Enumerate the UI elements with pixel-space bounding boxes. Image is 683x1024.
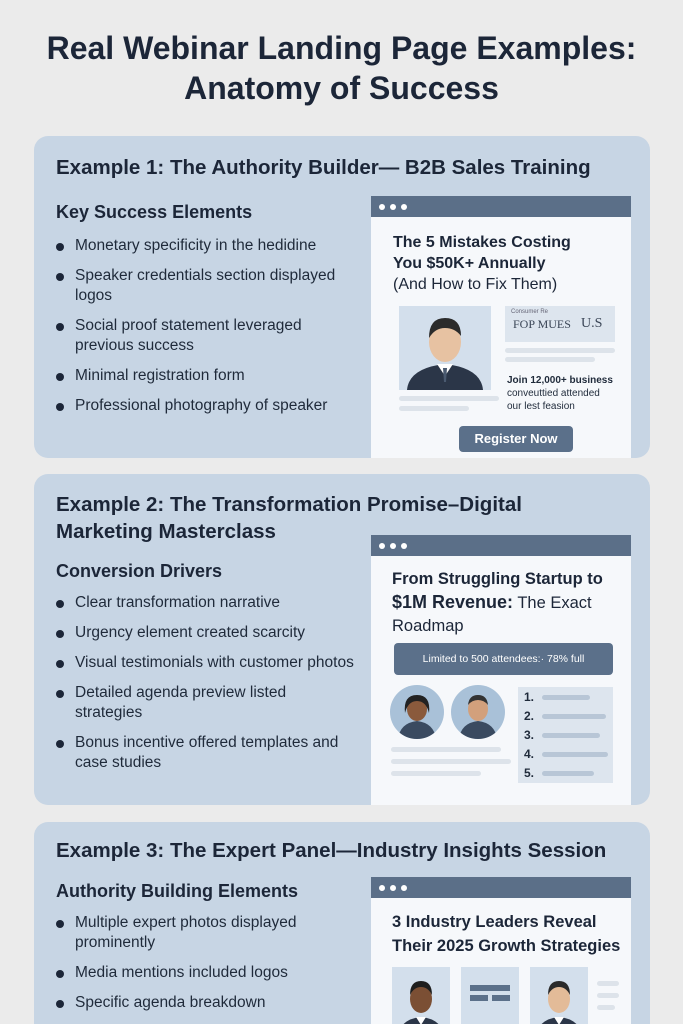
expert-photo [392, 967, 450, 1024]
list-item: Multiple expert photos displayed prominently [56, 913, 356, 953]
example-2-bullet-list [56, 593, 356, 773]
agenda-number: 5. [524, 766, 535, 780]
mockup-headline-line2: Their 2025 Growth Strategies [392, 937, 621, 955]
list-item: Clear transformation narrative [56, 593, 356, 613]
social-proof-line2: conveuttied attended [507, 388, 600, 399]
mockup-headline-bold: $1M Revenue: [392, 592, 514, 612]
media-logo-text: FOP MUES [513, 317, 571, 331]
expert-photo [530, 967, 588, 1024]
list-item: Monetary specificity in the hedidine [56, 236, 356, 256]
urgency-banner: Limited to 500 attendees:· 78% full [394, 643, 613, 675]
media-logo-us: U.S [581, 316, 603, 331]
mockup-headline [392, 910, 620, 958]
mockup-headline [392, 568, 603, 638]
placeholder-line [597, 981, 619, 986]
mockup-headline-rest: The Exact [513, 594, 592, 612]
placeholder-line [399, 396, 499, 401]
placeholder-line [542, 733, 600, 738]
testimonial-photo [451, 685, 505, 739]
placeholder-line [391, 771, 481, 776]
example-1-bullet-list [56, 236, 356, 416]
placeholder-line [505, 348, 615, 353]
register-now-button[interactable]: Register Now [459, 426, 573, 452]
person-avatar-icon [399, 306, 491, 390]
example-1-card [34, 136, 650, 458]
placeholder-line [542, 771, 594, 776]
speaker-photo [399, 306, 491, 390]
example-3-title: Example 3: The Expert Panel—Industry Insights Session [56, 839, 607, 862]
list-item: Urgency element created scarcity [56, 623, 356, 643]
list-item: Media mentions included logos [56, 963, 356, 983]
example-3-card [34, 822, 650, 1024]
example-2-card [34, 474, 650, 805]
person-avatar-icon [451, 685, 505, 739]
list-item: Specific agenda breakdown [56, 993, 356, 1013]
list-item: Social proof statement leveraged previous success [56, 316, 356, 356]
example-2-title-line2: Marketing Masterclass [56, 520, 276, 543]
mockup-headline-line1: The 5 Mistakes Costing [393, 234, 571, 251]
person-avatar-icon [392, 967, 450, 1024]
example-2-section-label: Conversion Drivers [56, 561, 223, 581]
media-logos-box [505, 306, 615, 342]
placeholder-line [505, 357, 595, 362]
agenda-number: 3. [524, 728, 535, 742]
testimonial-photo [390, 685, 444, 739]
social-proof-line3: our lest feasion [507, 401, 575, 412]
person-avatar-icon [530, 967, 588, 1024]
list-item: Detailed agenda preview listed strategies [56, 683, 356, 723]
agenda-number: 4. [524, 747, 535, 761]
mockup-subheadline: (And How to Fix Them) [393, 276, 558, 293]
example-1-landing-mockup [371, 196, 631, 458]
mockup-headline [393, 232, 571, 295]
placeholder-line [597, 993, 619, 998]
mockup-headline-line1: 3 Industry Leaders Reveal [392, 913, 597, 931]
list-item: Minimal registration form [56, 366, 356, 386]
placeholder-line [391, 759, 511, 764]
list-item: Visual testimonials with customer photos [56, 653, 356, 673]
example-1-section-label: Key Success Elements [56, 202, 253, 222]
example-3-section-label: Authority Building Elements [56, 881, 299, 901]
placeholder-line [399, 406, 469, 411]
example-3-landing-mockup [371, 877, 631, 1024]
logo-tiny-text: Consumer Re [511, 309, 549, 315]
placeholder-line [542, 695, 590, 700]
person-avatar-icon [390, 685, 444, 739]
page-title-line2: Anatomy of Success [184, 70, 499, 106]
example-1-title: Example 1: The Authority Builder— B2B Sales Training [56, 156, 591, 179]
agenda-number: 1. [524, 690, 535, 704]
social-proof-line1: Join 12,000+ business [507, 375, 613, 386]
list-item: Bonus incentive offered templates and case studies [56, 733, 356, 773]
agenda-number: 2. [524, 709, 535, 723]
example-3-bullet-list [56, 913, 356, 1013]
list-item: Speaker credentials section displayed logos [56, 266, 356, 306]
placeholder-line [391, 747, 501, 752]
agenda-list-icon [518, 687, 613, 783]
window-dots-icon [371, 196, 631, 217]
window-dots-icon [371, 535, 631, 556]
page-title [0, 28, 683, 108]
example-2-title-line1: Example 2: The Transformation Promise–Digital [56, 493, 522, 516]
mockup-headline-line2: You $50K+ Annually [393, 255, 546, 272]
page-title-line1: Real Webinar Landing Page Examples: [46, 30, 637, 66]
list-item: Professional photography of speaker [56, 396, 356, 416]
example-2-landing-mockup [371, 535, 631, 805]
placeholder-line [597, 1005, 615, 1010]
placeholder-line [542, 714, 606, 719]
mockup-headline-line3: Roadmap [392, 617, 464, 635]
media-logo-placeholder [461, 967, 519, 1024]
window-dots-icon [371, 877, 631, 898]
mockup-headline-line1: From Struggling Startup to [392, 570, 603, 588]
placeholder-line [542, 752, 608, 757]
